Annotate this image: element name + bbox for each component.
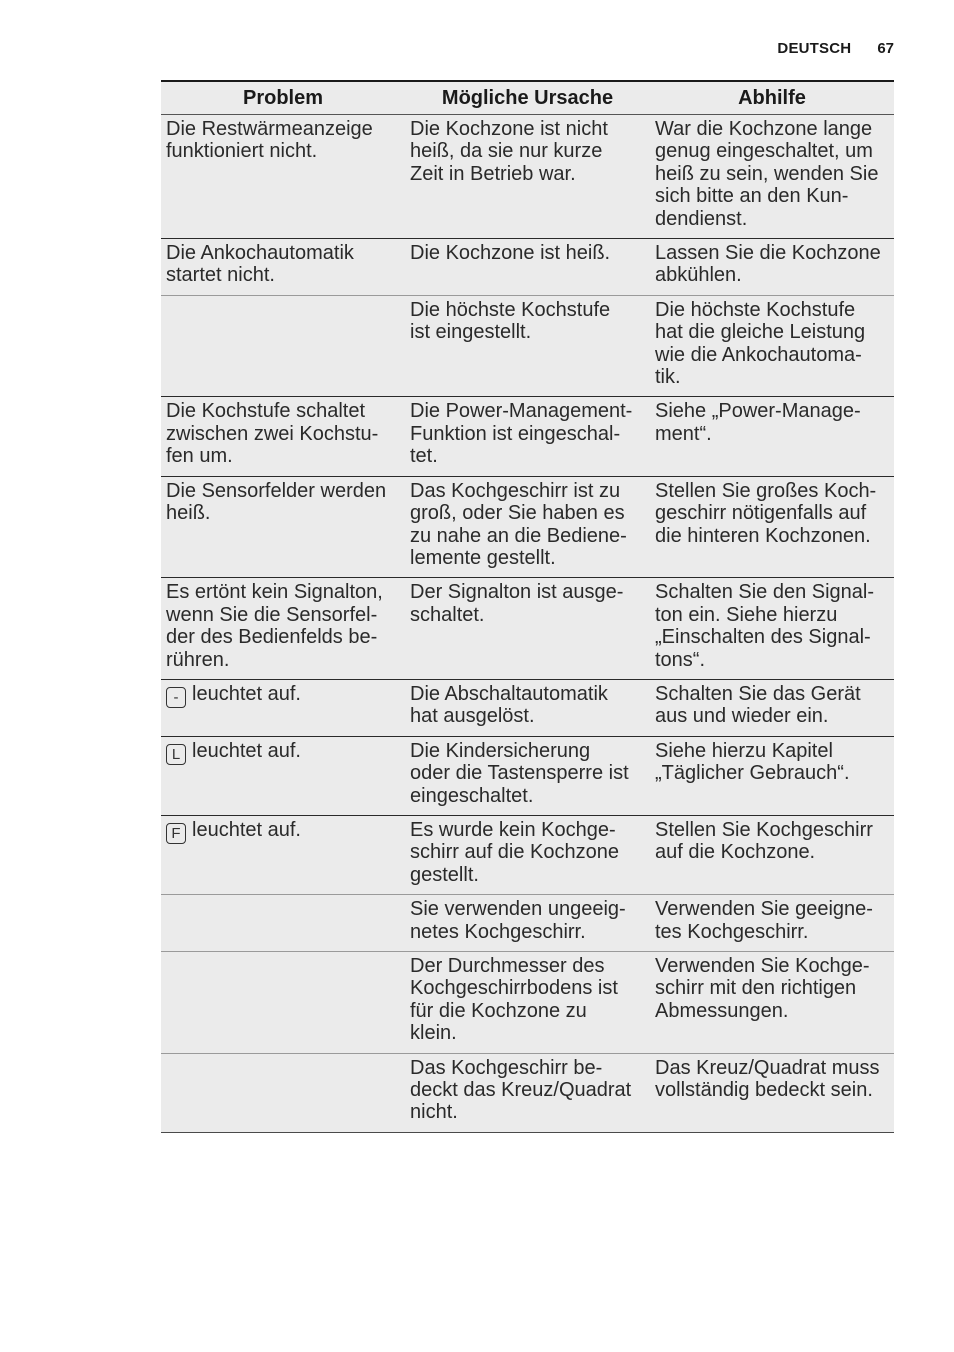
column-header-problem: Problem — [242, 87, 324, 109]
remedy-cell: Verwenden Sie geeigne- tes Kochgeschirr. — [655, 898, 873, 943]
language-label: DEUTSCH — [777, 39, 852, 57]
problem-cell — [161, 737, 405, 815]
table-row — [161, 894, 894, 951]
problem-cell-empty — [161, 1054, 405, 1132]
cause-cell: Das Kochgeschirr be- deckt das Kreuz/Quadrat nicht. — [410, 1056, 632, 1124]
problem-cell-empty — [161, 895, 405, 951]
remedy-cell: Siehe hierzu Kapitel „Täglicher Gebrauch“. — [655, 739, 850, 785]
table-row — [161, 238, 894, 295]
remedy-cell: Lassen Sie die Kochzone abkühlen. — [655, 242, 881, 287]
remedy-cell: Die höchste Kochstufe hat die gleiche Leistung wie die Ankochautoma- tik. — [655, 298, 866, 389]
table-row — [161, 736, 894, 815]
table-row — [161, 295, 894, 397]
problem-cell — [161, 680, 405, 736]
page-number: 67 — [877, 39, 894, 57]
table-row — [161, 396, 894, 475]
remedy-cell: Schalten Sie das Gerät aus und wieder ein. — [655, 682, 861, 728]
cause-cell: Der Signalton ist ausge- schaltet. — [410, 581, 624, 626]
problem-cell: Die Sensorfelder werden heiß. — [166, 479, 387, 525]
troubleshooting-table — [161, 80, 894, 1133]
problem-cell: Die Restwärmeanzeige funktioniert nicht. — [166, 118, 373, 163]
page-header — [740, 38, 894, 58]
remedy-cell: Stellen Sie Kochgeschirr auf die Kochzone. — [655, 818, 873, 864]
cause-cell: Die Power-Management- Funktion ist eingeschal- tet. — [410, 400, 633, 468]
table-row — [161, 815, 894, 894]
cause-cell: Die Kindersicherung oder die Tastensperre ist eingeschaltet. — [410, 739, 629, 807]
table-row — [161, 951, 894, 1053]
problem-cell — [161, 816, 405, 894]
cause-cell: Es wurde kein Kochge- schirr auf die Kochzone gestellt. — [410, 818, 620, 886]
problem-text: leuchtet auf. — [192, 682, 301, 705]
display-f-symbol-icon: F — [166, 823, 186, 844]
remedy-cell: Das Kreuz/Quadrat muss vollständig bedeckt sein. — [655, 1056, 880, 1102]
column-header-cause: Mögliche Ursache — [441, 87, 614, 109]
problem-cell: Die Kochstufe schaltet zwischen zwei Kochstu- fen um. — [166, 400, 379, 468]
display-minus-symbol-icon: - — [166, 687, 186, 708]
table-row — [161, 679, 894, 736]
table-row — [161, 115, 894, 238]
problem-cell: Es ertönt kein Signalton, wenn Sie die Sensorfel- der des Bedienfelds be- rühren. — [166, 581, 383, 671]
table-header — [161, 82, 894, 115]
cause-cell: Die Kochzone ist heiß. — [410, 242, 611, 265]
problem-text: leuchtet auf. — [192, 739, 301, 762]
problem-cell-empty — [161, 952, 405, 1053]
display-l-symbol-icon: L — [166, 744, 186, 765]
cause-cell: Sie verwenden ungeeig- netes Kochgeschirr. — [410, 898, 626, 943]
table-row — [161, 476, 894, 578]
problem-cell-empty — [161, 296, 405, 397]
table-row — [161, 1053, 894, 1132]
cause-cell: Das Kochgeschirr ist zu groß, oder Sie haben es zu nahe an die Bediene- lemente gestellt. — [410, 479, 627, 569]
cause-cell: Der Durchmesser des Kochgeschirrbodens ist für die Kochzone zu klein. — [410, 955, 618, 1045]
cause-cell: Die Kochzone ist nicht heiß, da sie nur kurze Zeit in Betrieb war. — [410, 118, 608, 185]
table-row — [161, 577, 894, 679]
remedy-cell: Schalten Sie den Signal- ton ein. Siehe hierzu „Einschalten des Signal- tons“. — [655, 581, 875, 671]
cause-cell: Die höchste Kochstufe ist eingestellt. — [410, 298, 611, 344]
remedy-cell: Siehe „Power-Manage- ment“. — [655, 400, 861, 445]
column-header-remedy: Abhilfe — [738, 87, 806, 109]
cause-cell: Die Abschaltautomatik hat ausgelöst. — [410, 682, 608, 728]
problem-cell: Die Ankochautomatik startet nicht. — [166, 242, 354, 287]
remedy-cell: War die Kochzone lange genug eingeschaltet, um heiß zu sein, wenden Sie sich bitte an den Kun- dendienst. — [655, 118, 879, 230]
problem-text: leuchtet auf. — [192, 818, 301, 841]
remedy-cell: Verwenden Sie Kochge- schirr mit den richtigen Abmessungen. — [655, 955, 870, 1022]
remedy-cell: Stellen Sie großes Koch- geschirr nötigenfalls auf die hinteren Kochzonen. — [655, 479, 877, 547]
